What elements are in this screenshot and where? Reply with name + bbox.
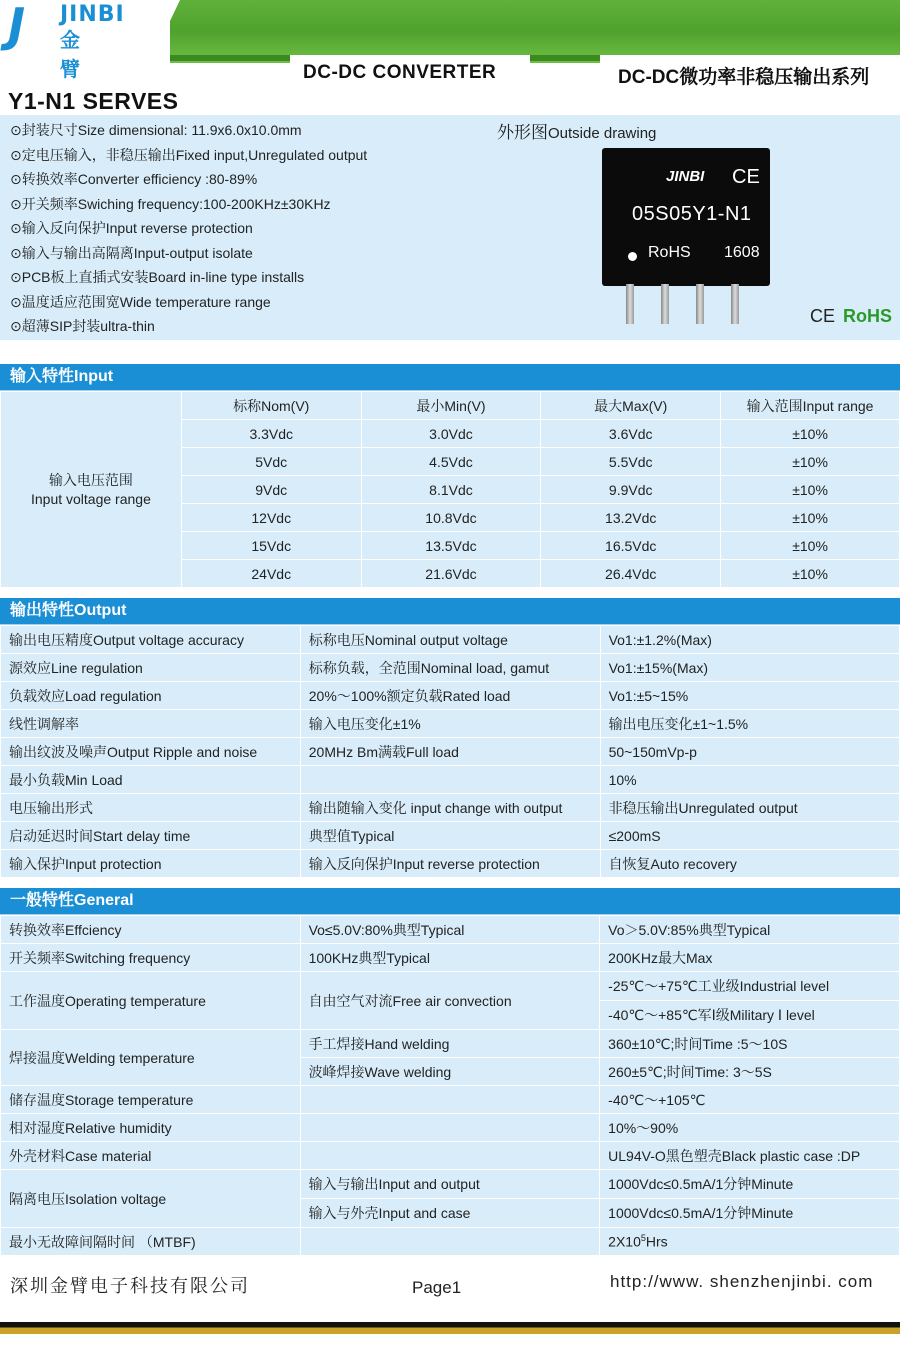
table-cell: ±10%	[721, 504, 900, 532]
output-condition: 20%～100%额定负载Rated load	[300, 682, 600, 710]
chip-ce-mark: CE	[732, 166, 760, 188]
general-condition	[300, 1142, 600, 1170]
output-value: 10%	[600, 766, 899, 794]
table-cell: 24Vdc	[181, 560, 361, 588]
table-cell: 21.6Vdc	[361, 560, 541, 588]
company-logo	[8, 0, 125, 81]
general-condition: 100KHz典型Typical	[300, 944, 600, 972]
output-condition	[300, 766, 600, 794]
feature-item: ⊙PCB板上直插式安装Board in-line type installs	[10, 269, 305, 285]
general-condition: 输入与外壳Input and case	[300, 1199, 600, 1228]
column-header: 最小Min(V)	[361, 392, 541, 420]
general-condition: 波峰焊接Wave welding	[300, 1058, 600, 1086]
table-cell: 26.4Vdc	[541, 560, 721, 588]
output-table	[0, 625, 900, 878]
output-param: 启动延迟时间Start delay time	[1, 822, 301, 850]
general-value: 1000Vdc≤0.5mA/1分钟Minute	[600, 1199, 900, 1228]
output-param: 线性调解率	[1, 710, 301, 738]
input-table	[0, 391, 900, 588]
input-row-label-en: Input voltage range	[30, 490, 151, 507]
table-cell: 3.3Vdc	[181, 420, 361, 448]
general-value: Vo＞5.0V:85%典型Typical	[600, 916, 900, 944]
chip-rohs: RoHS	[648, 244, 691, 261]
feature-item: ⊙转换效率Converter efficiency :80-89%	[10, 171, 258, 187]
logo-mark: J	[8, 0, 24, 52]
table-cell: 4.5Vdc	[361, 448, 541, 476]
input-row-label	[1, 392, 182, 588]
outline-label	[497, 118, 656, 143]
page-number: Page1	[412, 1278, 462, 1297]
column-header: 标称Nom(V)	[181, 392, 361, 420]
output-param: 电压输出形式	[1, 794, 301, 822]
pin1-dot-icon	[628, 252, 637, 261]
general-condition	[300, 1228, 600, 1256]
output-value: Vo1:±1.2%(Max)	[600, 626, 899, 654]
general-value: 10%～90%	[600, 1114, 900, 1142]
feature-item: ⊙温度适应范围宽Wide temperature range	[10, 293, 271, 310]
general-value: UL94V-O黑色塑壳Black plastic case :DP	[600, 1142, 900, 1170]
feature-item: ⊙封装尺寸Size dimensional: 11.9x6.0x10.0mm	[10, 122, 302, 138]
general-param: 工作温度Operating temperature	[1, 972, 301, 1030]
general-table	[0, 915, 900, 1256]
general-value	[600, 1228, 900, 1256]
logo-area-edge	[150, 0, 180, 63]
table-cell: 13.5Vdc	[361, 532, 541, 560]
output-condition: 20MHz Bm满载Full load	[300, 738, 600, 766]
output-value: Vo1:±5~15%	[600, 682, 899, 710]
footer-bar	[0, 1322, 900, 1334]
output-param: 负载效应Load regulation	[1, 682, 301, 710]
table-cell: 5Vdc	[181, 448, 361, 476]
output-condition: 输入电压变化±1%	[300, 710, 600, 738]
output-condition: 标称负载，全范围Nominal load, gamut	[300, 654, 600, 682]
feature-item: ⊙输入与输出高隔离Input-output isolate	[10, 244, 253, 261]
table-cell: 12Vdc	[181, 504, 361, 532]
pin	[661, 284, 669, 324]
output-param: 最小负载Min Load	[1, 766, 301, 794]
output-param: 输入保护Input protection	[1, 850, 301, 878]
output-value: 非稳压输出Unregulated output	[600, 794, 899, 822]
general-condition: 手工焊接Hand welding	[300, 1030, 600, 1058]
table-cell: 16.5Vdc	[541, 532, 721, 560]
table-cell: 5.5Vdc	[541, 448, 721, 476]
output-condition: 输出随输入变化 input change with output	[300, 794, 600, 822]
general-param: 焊接温度Welding temperature	[1, 1030, 301, 1086]
logo-text: JINBI	[60, 2, 125, 27]
output-param: 输出纹波及噪声Output Ripple and noise	[1, 738, 301, 766]
output-param: 源效应Line regulation	[1, 654, 301, 682]
chip-model: 05S05Y1-N1	[632, 203, 752, 225]
page-title-cn: DC-DC微功率非稳压输出系列	[618, 67, 870, 88]
general-value: 360±10℃;时间Time :5～10S	[600, 1030, 900, 1058]
mtbf-base: 2X10	[608, 1233, 641, 1250]
feature-item: ⊙输入反向保护Input reverse protection	[10, 220, 253, 236]
feature-item: ⊙定电压输入，非稳压输出Fixed input,Unregulated output	[10, 146, 368, 163]
mtbf-exponent: 5	[640, 1233, 646, 1244]
general-section-header: 一般特性General	[0, 888, 900, 914]
general-param: 隔离电压Isolation voltage	[1, 1170, 301, 1228]
feature-item: ⊙开关频率Swiching frequency:100-200KHz±30KHz	[10, 195, 331, 212]
general-value: 200KHz最大Max	[600, 944, 900, 972]
table-cell: 9Vdc	[181, 476, 361, 504]
ce-mark: CE	[810, 306, 836, 326]
chip-logo: JINBI	[666, 168, 705, 185]
output-value: 自恢复Auto recovery	[600, 850, 899, 878]
pin	[696, 284, 704, 324]
output-condition: 标称电压Nominal output voltage	[300, 626, 600, 654]
component-drawing	[602, 148, 770, 286]
general-condition	[300, 1086, 600, 1114]
company-name: 深圳金臂电子科技有限公司	[10, 1276, 250, 1296]
page-title: DC-DC CONVERTER	[303, 62, 497, 83]
feature-item: ⊙超薄SIP封装ultra-thin	[10, 318, 155, 334]
output-section-header: 输出特性Output	[0, 598, 900, 624]
general-condition: Vo≤5.0V:80%典型Typical	[300, 916, 600, 944]
input-section-header: 输入特性Input	[0, 364, 900, 390]
output-condition: 输入反向保护Input reverse protection	[300, 850, 600, 878]
general-value: -40℃～+105℃	[600, 1086, 900, 1114]
output-condition: 典型值Typical	[300, 822, 600, 850]
general-value: 260±5℃;时间Time: 3～5S	[600, 1058, 900, 1086]
chip-date-code: 1608	[724, 244, 760, 261]
table-cell: 3.6Vdc	[541, 420, 721, 448]
table-cell: ±10%	[721, 476, 900, 504]
general-condition: 自由空气对流Free air convection	[300, 972, 600, 1030]
general-param: 转换效率Effciency	[1, 916, 301, 944]
table-cell: 15Vdc	[181, 532, 361, 560]
output-param: 输出电压精度Output voltage accuracy	[1, 626, 301, 654]
general-condition	[300, 1114, 600, 1142]
output-value: Vo1:±15%(Max)	[600, 654, 899, 682]
pin	[731, 284, 739, 324]
feature-list	[10, 118, 367, 339]
table-cell: ±10%	[721, 560, 900, 588]
input-row-label-cn: 输入电压范围	[48, 471, 133, 488]
series-title: Y1-N1 SERVES	[8, 88, 179, 114]
general-param: 相对湿度Relative humidity	[1, 1114, 301, 1142]
output-value: 50~150mVp-p	[600, 738, 899, 766]
general-param: 开关频率Switching frequency	[1, 944, 301, 972]
logo-text-cn: 金臂	[60, 28, 80, 81]
general-param: 储存温度Storage temperature	[1, 1086, 301, 1114]
table-cell: ±10%	[721, 532, 900, 560]
general-value: 1000Vdc≤0.5mA/1分钟Minute	[600, 1170, 900, 1199]
pin	[626, 284, 634, 324]
table-cell: 13.2Vdc	[541, 504, 721, 532]
general-param: 外壳材料Case material	[1, 1142, 301, 1170]
general-param: 最小无故障间隔时间 （MTBF)	[1, 1228, 301, 1256]
column-header: 最大Max(V)	[541, 392, 721, 420]
website-link[interactable]: http://www. shenzhenjinbi. com	[610, 1272, 874, 1291]
table-cell: ±10%	[721, 448, 900, 476]
outline-label-en: Outside drawing	[548, 125, 657, 142]
general-condition: 输入与输出Input and output	[300, 1170, 600, 1199]
table-cell: 3.0Vdc	[361, 420, 541, 448]
table-cell: 8.1Vdc	[361, 476, 541, 504]
rohs-mark: RoHS	[843, 306, 892, 326]
table-cell: 10.8Vdc	[361, 504, 541, 532]
output-value: ≤200mS	[600, 822, 899, 850]
column-header: 输入范围Input range	[721, 392, 900, 420]
outline-label-cn: 外形图	[497, 123, 548, 142]
output-value: 输出电压变化±1~1.5%	[600, 710, 899, 738]
table-cell: 9.9Vdc	[541, 476, 721, 504]
table-cell: ±10%	[721, 420, 900, 448]
general-value: -40℃～+85℃军Ⅰ级Military Ⅰ level	[600, 1001, 900, 1030]
mtbf-unit: Hrs	[645, 1233, 668, 1250]
general-value: -25℃～+75℃工业级Industrial level	[600, 972, 900, 1001]
